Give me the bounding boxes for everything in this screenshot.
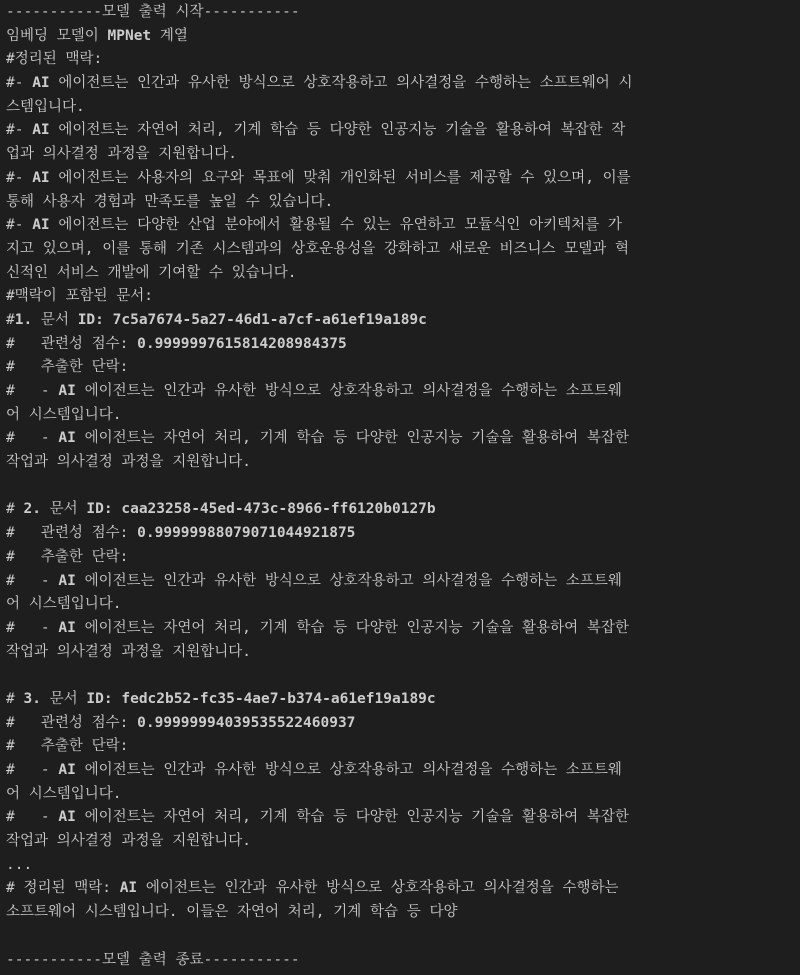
- output-line: # - AI 에이전트는 자연어 처리, 기계 학습 등 다양한 인공지능 기술을 활용하여 복잡한: [6, 809, 629, 826]
- output-line: # - AI 에이전트는 인간과 유사한 방식으로 상호작용하고 의사결정을 수행하는 소프트웨: [6, 762, 622, 778]
- output-line: 작업과 의사결정 과정을 지원합니다.: [6, 643, 252, 660]
- output-line: # - AI 에이전트는 인간과 유사한 방식으로 상호작용하고 의사결정을 수행하는 소프트웨: [6, 383, 622, 399]
- output-line: #맥락이 포함된 문서:: [6, 288, 153, 305]
- output-line: [6, 475, 800, 499]
- output-line: ...: [6, 856, 33, 873]
- output-line: #- AI 에이전트는 다양한 산업 분야에서 활용될 수 있는 유연하고 모듈식인 아키텍처를 가: [6, 217, 622, 234]
- output-line: -----------모델 출력 종료-----------: [6, 951, 300, 968]
- output-line: 통해 사용자 경험과 만족도를 높일 수 있습니다.: [6, 193, 334, 210]
- output-line: 업과 의사결정 과정을 지원합니다.: [6, 146, 238, 163]
- output-line: # 추출한 단락:: [6, 738, 129, 755]
- output-line: # 추출한 단락:: [6, 548, 129, 565]
- output-line: # 관련성 점수: 0.99999994039535522460937: [6, 714, 356, 731]
- output-line: 어 시스템입니다.: [6, 596, 122, 613]
- output-line: #정리된 맥락:: [6, 51, 103, 68]
- output-line: 작업과 의사결정 과정을 지원합니다.: [6, 833, 252, 850]
- output-line: 신적인 서비스 개발에 기여할 수 있습니다.: [6, 264, 297, 281]
- output-line: # 2. 문서 ID: caa23258-45ed-473c-8966-ff6120b0127b: [6, 501, 436, 518]
- output-line: #1. 문서 ID: 7c5a7674-5a27-46d1-a7cf-a61ef19a189c: [6, 311, 427, 328]
- output-line: 소프트웨어 시스템입니다. 이들은 자연어 처리, 기계 학습 등 다양: [6, 904, 458, 921]
- output-line: 어 시스템입니다.: [6, 785, 122, 802]
- output-line: # - AI 에이전트는 자연어 처리, 기계 학습 등 다양한 인공지능 기술을 활용하여 복잡한: [6, 430, 629, 447]
- output-line: #- AI 에이전트는 인간과 유사한 방식으로 상호작용하고 의사결정을 수행하는 소프트웨어 시: [6, 75, 633, 92]
- output-line: -----------모델 출력 시작-----------: [6, 4, 300, 20]
- output-line: [6, 664, 800, 688]
- output-line: #- AI 에이전트는 자연어 처리, 기계 학습 등 다양한 인공지능 기술을 활용하여 복잡한 작: [6, 122, 626, 139]
- output-line: [6, 925, 800, 949]
- output-line: 지고 있으며, 이를 통해 기존 시스템과의 상호운용성을 강화하고 새로운 비즈니스 모델과 혁: [6, 240, 630, 257]
- output-line: # 관련성 점수: 0.9999997615814208984375: [6, 335, 347, 352]
- output-line: # 추출한 단락:: [6, 359, 129, 376]
- output-line: # 관련성 점수: 0.99999988079071044921875: [6, 525, 356, 542]
- output-line: # 정리된 맥락: AI 에이전트는 인간과 유사한 방식으로 상호작용하고 의사결정을 수행하는: [6, 880, 619, 897]
- output-line: # 3. 문서 ID: fedc2b52-fc35-4ae7-b374-a61ef19a189c: [6, 690, 436, 707]
- output-line: # - AI 에이전트는 자연어 처리, 기계 학습 등 다양한 인공지능 기술을 활용하여 복잡한: [6, 619, 629, 636]
- output-line: #- AI 에이전트는 사용자의 요구와 목표에 맞춰 개인화된 서비스를 제공할 수 있으며, 이를: [6, 169, 631, 186]
- output-line: # - AI 에이전트는 인간과 유사한 방식으로 상호작용하고 의사결정을 수행하는 소프트웨: [6, 572, 622, 589]
- output-line: 작업과 의사결정 과정을 지원합니다.: [6, 454, 252, 471]
- output-line: 임베딩 모델이 MPNet 계열: [6, 27, 188, 44]
- output-line: 어 시스템입니다.: [6, 406, 122, 423]
- output-line: 스템입니다.: [6, 98, 85, 115]
